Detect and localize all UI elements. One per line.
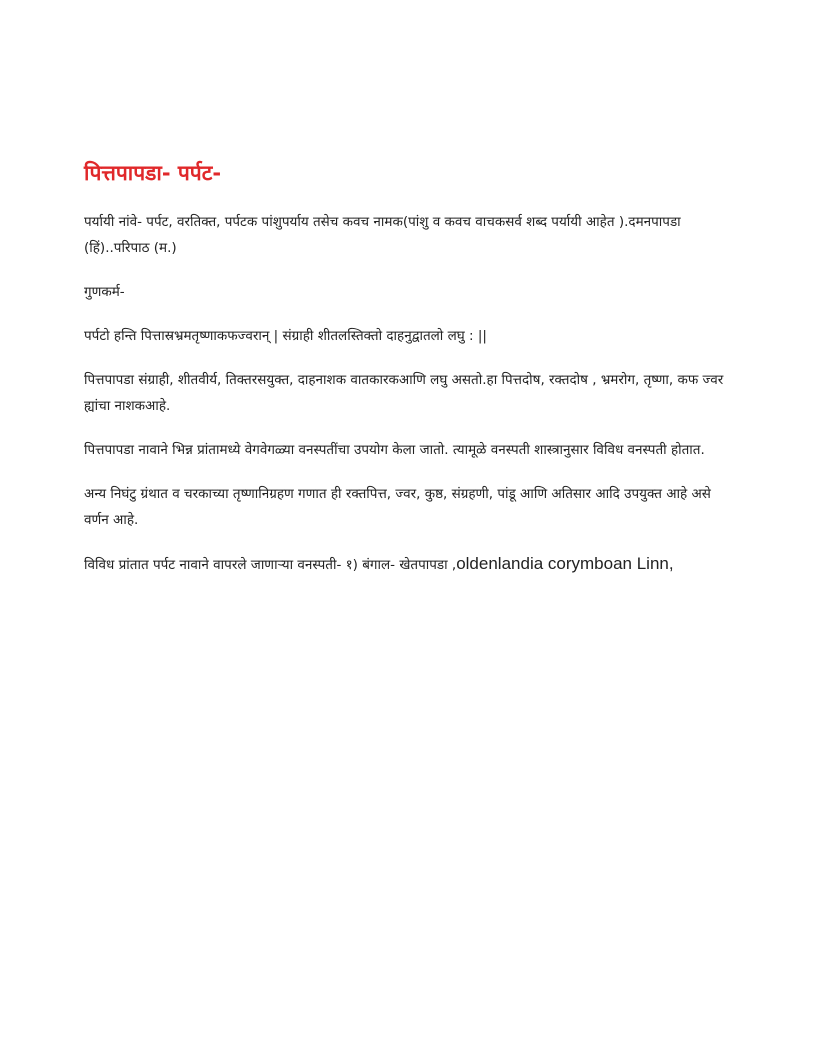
- paragraph-properties-heading: गुणकर्म-: [84, 284, 125, 301]
- paragraph-regional-list: [84, 551, 734, 578]
- paragraph-properties-description: पित्तपापडा संग्राही, शीतवीर्य, तिक्तरसयुक्त, दाहनाशक वातकारकआणि लघु असतो.हा पित्तदोष, रक्तदोष , भ्रमरोग, तृष्णा, कफ ज्वर ह्यांचा नाशकआहे.: [84, 372, 724, 415]
- paragraph-sanskrit-verse: पर्पटो हन्ति पित्तास्रभ्रमतृष्णाकफज्वरान् | संग्राही शीतलस्तिक्तो दाहनुद्वातलो लघु : ||: [84, 328, 487, 345]
- regional-list-text: विविध प्रांतात पर्पट नावाने वापरले जाणाऱ्या वनस्पती- १) बंगाल- खेतपापडा ,: [84, 557, 457, 574]
- paragraph-synonyms: पर्यायी नांवे- पर्पट, वरतिक्त, पर्पटक पांशुपर्याय तसेच कवच नामक(पांशु व कवच वाचकसर्व शब्द पर्यायी आहेत ).दमनपापडा (हिं)..परिपाठ (म.): [84, 214, 681, 257]
- botanical-name: oldenlandia corymboan Linn,: [456, 554, 674, 574]
- document-page: [84, 160, 734, 596]
- paragraph-regional-plants: पित्तपापडा नावाने भिन्न प्रांतामध्ये वेगवेगळ्या वनस्पतींचा उपयोग केला जातो. त्यामूळे वनस्पती शास्त्रानुसार विविध वनस्पती होतात.: [84, 442, 705, 459]
- document-title: पित्तपापडा- पर्पट-: [84, 161, 222, 185]
- paragraph-nighantu-description: अन्य निघंटु ग्रंथात व चरकाच्या तृष्णानिग्रहण गणात ही रक्तपित्त, ज्वर, कुष्ठ, संग्रहणी, पांडू आणि अतिसार आदि उपयुक्त आहे असे वर्णन आहे.: [84, 486, 711, 529]
